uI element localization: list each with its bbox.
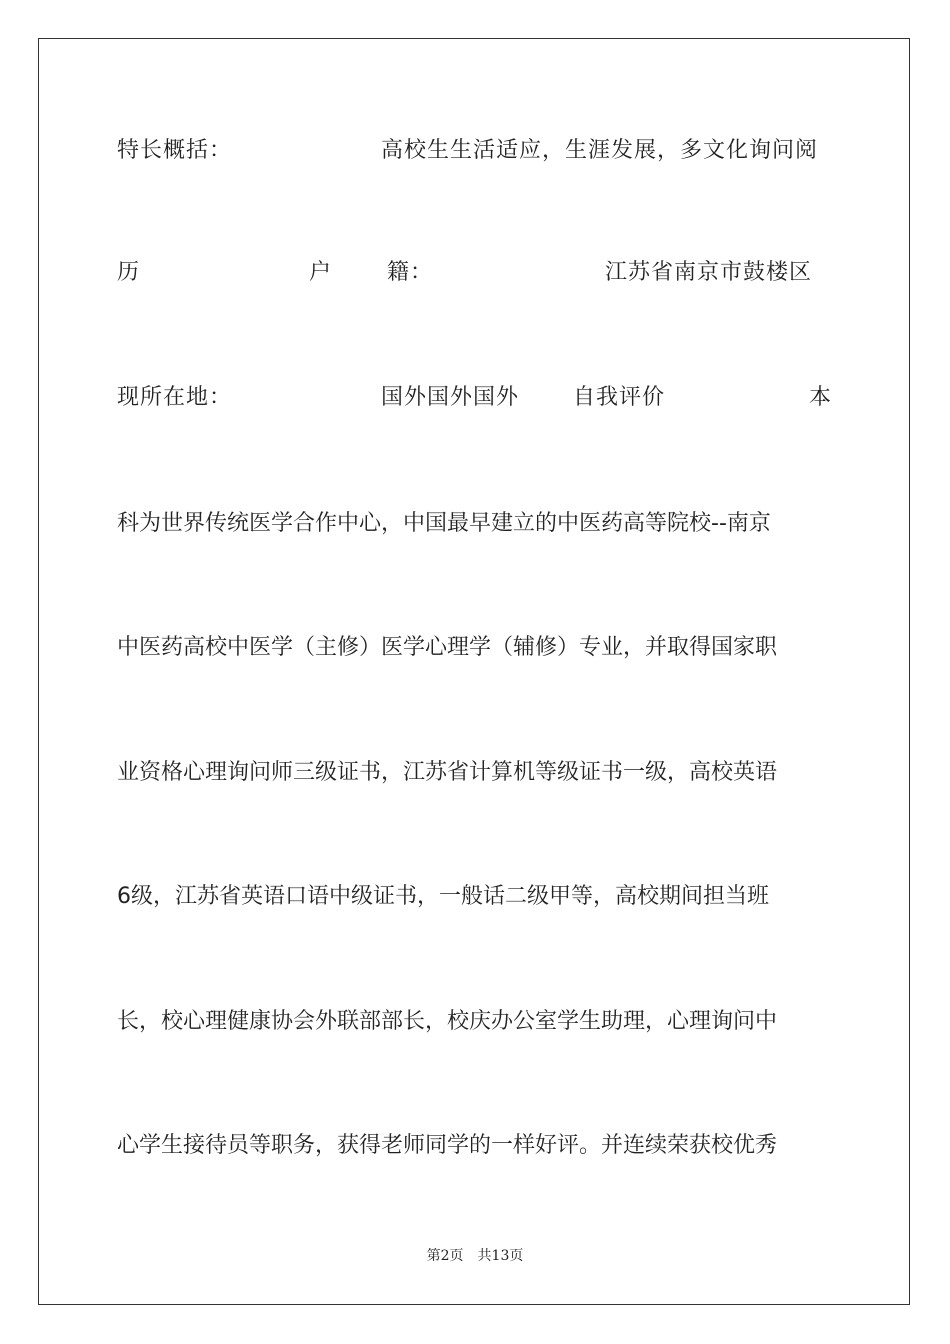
- page-total: 共13页: [477, 1248, 524, 1264]
- page-border: [38, 38, 910, 1305]
- history-prefix: 历: [117, 260, 141, 285]
- body-line: 长，校心理健康协会外联部部长，校庆办公室学生助理，心理询问中: [117, 1009, 778, 1034]
- specialty-value: 高校生生活适应，生涯发展，多文化询问阅: [381, 138, 819, 163]
- body-line: 心学生接待员等职务，获得老师同学的一样好评。并连续荣获校优秀: [117, 1133, 778, 1158]
- location-row: [117, 383, 831, 413]
- body-line: 业资格心理询问师三级证书，江苏省计算机等级证书一级，高校英语: [117, 760, 778, 785]
- location-value: 国外国外国外: [381, 385, 520, 410]
- huji-label-2: 籍：: [387, 260, 434, 285]
- huji-value: 江苏省南京市鼓楼区: [605, 260, 813, 285]
- self-eval-label: 自我评价: [573, 385, 666, 410]
- huji-row: [117, 258, 831, 288]
- page-current: 第2页: [426, 1248, 464, 1264]
- location-label: 现所在地：: [117, 385, 233, 410]
- huji-label-1: 户: [309, 260, 333, 285]
- body-line: 6级，江苏省英语口语中级证书，一般话二级甲等，高校期间担当班: [117, 884, 769, 909]
- body-line: 中医药高校中医学（主修）医学心理学（辅修）专业，并取得国家职: [117, 635, 778, 660]
- specialty-label: 特长概括：: [117, 138, 233, 163]
- body-line: 科为世界传统医学合作中心，中国最早建立的中医药高等院校--南京: [117, 511, 771, 536]
- page-footer: [0, 1246, 950, 1266]
- self-eval-first-char: 本: [809, 385, 833, 410]
- specialty-row: [117, 136, 831, 166]
